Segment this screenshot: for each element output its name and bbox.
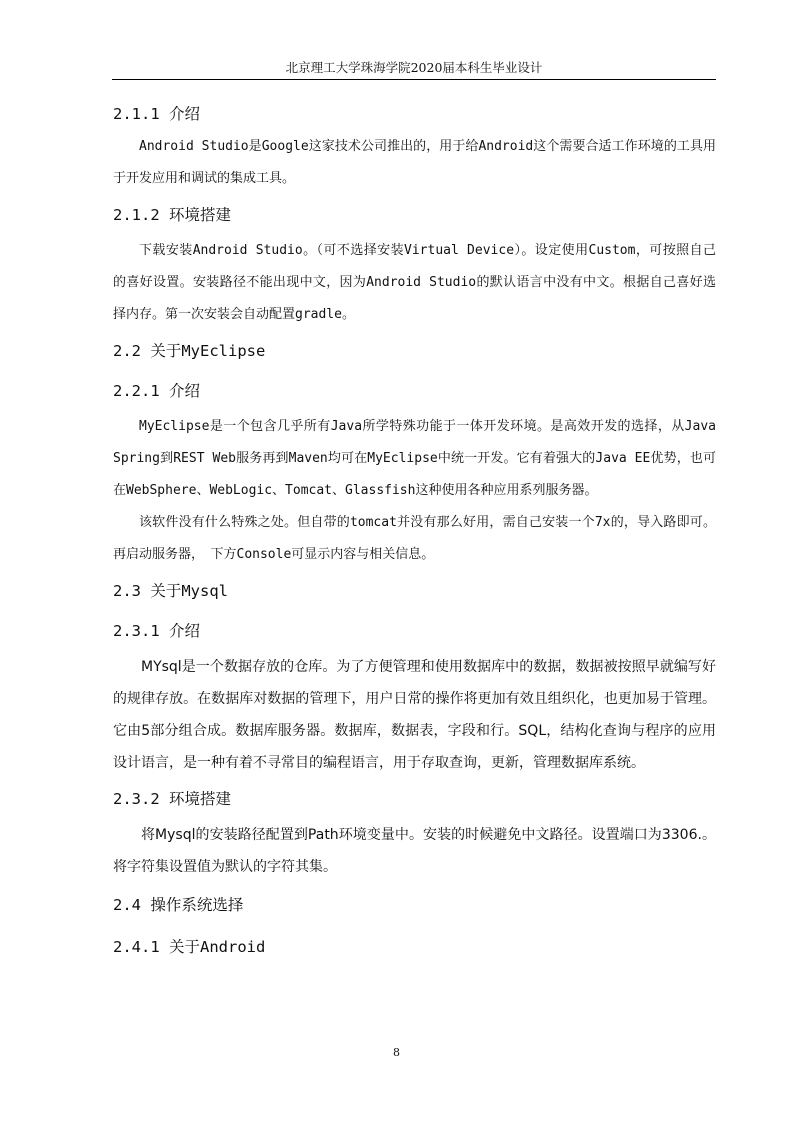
heading-2-3-2: 2.3.2 环境搭建 xyxy=(113,790,231,808)
paragraph-mysql-setup: 将Mysql的安装路径配置到Path环境变量中。安装的时候避免中文路径。设置端口为3306.。将字符集设置值为默认的字符其集。 xyxy=(113,827,716,875)
heading-2-2-1: 2.2.1 介绍 xyxy=(113,382,200,400)
paragraph-myeclipse-intro: MyEclipse是一个包含几乎所有Java所学特殊功能于一体开发环境。是高效开发的选择，从Java Spring到REST Web服务再到Maven均可在MyEclipse中统一开发。它有着强大的Java EE优势，也可在WebSphere、WebLogic、Tomcat、Glassfish这种使用各种应用系列服务器。 xyxy=(113,419,716,498)
paragraph-android-studio-intro: Android Studio是Google这家技术公司推出的，用于给Android这个需要合适工作环境的工具用于开发应用和调试的集成工具。 xyxy=(113,139,716,186)
page-body xyxy=(113,97,716,967)
heading-2-1-2: 2.1.2 环境搭建 xyxy=(113,206,231,224)
header-rule xyxy=(112,79,716,80)
heading-2-3-1: 2.3.1 介绍 xyxy=(113,622,200,640)
paragraph-mysql-intro: MYsql是一个数据存放的仓库。为了方便管理和使用数据库中的数据，数据被按照早就编写好的规律存放。在数据库对数据的管理下，用户日常的操作将更加有效且组织化，也更加易于管理。它由5部分组合成。数据库服务器。数据库，数据表，字段和行。SQL，结构化查询与程序的应用设计语言，是一种有着不寻常目的编程语言，用于存取查询，更新，管理数据库系统。 xyxy=(113,659,716,771)
heading-2-4: 2.4 操作系统选择 xyxy=(113,896,244,914)
paragraph-android-studio-setup: 下载安装Android Studio。（可不选择安装Virtual Device）。设定使用Custom，可按照自己的喜好设置。安装路径不能出现中文，因为Android Studio的默认语言中没有中文。根据自己喜好选择内存。第一次安装会自动配置gradle。 xyxy=(113,243,716,322)
heading-2-3: 2.3 关于Mysql xyxy=(113,582,228,600)
page-header: 北京理工大学珠海学院2020届本科生毕业设计 xyxy=(285,60,543,75)
paragraph-myeclipse-tomcat: 该软件没有什么特殊之处。但自带的tomcat并没有那么好用，需自己安装一个7x的，导入路即可。再启动服务器， 下方Console可显示内容与相关信息。 xyxy=(113,515,716,562)
heading-2-2: 2.2 关于MyEclipse xyxy=(113,342,266,360)
page-number: 8 xyxy=(393,1046,400,1059)
heading-2-1-1: 2.1.1 介绍 xyxy=(113,105,200,123)
heading-2-4-1: 2.4.1 关于Android xyxy=(113,938,266,956)
